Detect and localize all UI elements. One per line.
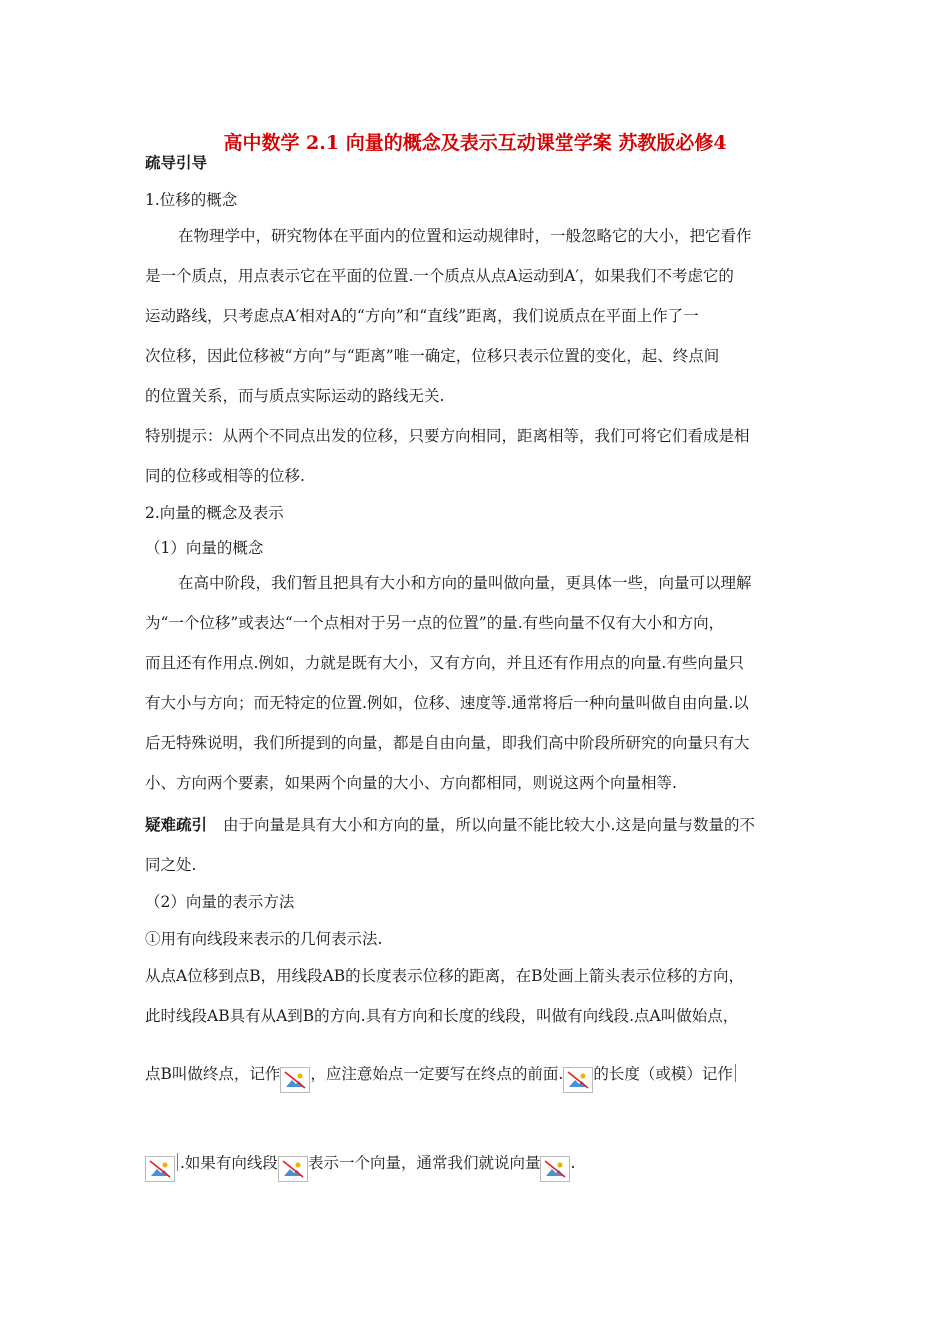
section-1-heading: 1.位移的概念	[145, 191, 238, 209]
section-heading-guide: 疏导引导	[145, 154, 208, 172]
paragraph-line: 此时线段AB具有从A到B的方向.具有方向和长度的线段，叫做有向线段.点A叫做始点，	[145, 1007, 739, 1025]
paragraph-line: 后无特殊说明，我们所提到的向量，都是自由向量，即我们高中阶段所研究的向量只有大	[145, 734, 750, 752]
difficulty-line	[145, 815, 755, 835]
paragraph-line: 是一个质点，用点表示它在平面的位置.一个质点从点A运动到A′，如果我们不考虑它的	[145, 267, 734, 285]
paragraph-line: 次位移，因此位移被“方向”与“距离”唯一确定，位移只表示位置的变化，起、终点间	[145, 347, 720, 365]
abs-bar	[177, 1153, 178, 1171]
difficulty-label: 疑难疏引	[145, 816, 208, 834]
broken-image-icon	[145, 1156, 175, 1182]
paragraph-line: 在高中阶段，我们暂且把具有大小和方向的量叫做向量，更具体一些，向量可以理解	[178, 574, 752, 592]
paragraph-line: 有大小与方向；而无特定的位置.例如，位移、速度等.通常将后一种向量叫做自由向量.以	[145, 694, 749, 712]
difficulty-line: 同之处.	[145, 856, 197, 874]
note-line: 同的位移或相等的位移.	[145, 467, 305, 485]
subsection-heading: （1）向量的概念	[145, 539, 264, 557]
paragraph-line: 小、方向两个要素，如果两个向量的大小、方向都相同，则说这两个向量相等.	[145, 774, 677, 792]
subsection-heading: （2）向量的表示方法	[145, 893, 295, 911]
method-line: ①用有向线段来表示的几何表示法.	[145, 930, 383, 948]
paragraph-line-with-images: 点B叫做终点，记作 ，应注意始点一定要写在终点的前面. 的长度（或模）记作	[145, 1064, 738, 1093]
paragraph-line: 的位置关系，而与质点实际运动的路线无关.	[145, 387, 445, 405]
broken-image-icon	[278, 1156, 308, 1182]
broken-image-icon	[280, 1067, 310, 1093]
paragraph-line: 运动路线，只考虑点A′相对A的“方向”和“直线”距离，我们说质点在平面上作了一	[145, 307, 699, 325]
paragraph-line-with-images: .如果有向线段 表示一个向量，通常我们就说向量 .	[145, 1153, 575, 1182]
broken-image-icon	[563, 1067, 593, 1093]
paragraph-line: 而且还有作用点.例如，力就是既有大小，又有方向，并且还有作用点的向量.有些向量只	[145, 654, 744, 672]
paragraph-line: 在物理学中，研究物体在平面内的位置和运动规律时，一般忽略它的大小，把它看作	[178, 227, 752, 245]
document-title: 高中数学 2.1 向量的概念及表示互动课堂学案 苏教版必修4	[223, 132, 727, 154]
difficulty-text: 由于向量是具有大小和方向的量，所以向量不能比较大小.这是向量与数量的不	[223, 816, 755, 834]
paragraph-line: 从点A位移到点B，用线段AB的长度表示位移的距离，在B处画上箭头表示位移的方向，	[145, 967, 745, 985]
note-line: 特别提示：从两个不同点出发的位移，只要方向相同，距离相等，我们可将它们看成是相	[145, 427, 750, 445]
section-2-heading: 2.向量的概念及表示	[145, 504, 284, 522]
paragraph-line: 为“一个位移”或表达“一个点相对于另一点的位置”的量.有些向量不仅有大小和方向，	[145, 614, 725, 632]
abs-bar	[735, 1064, 736, 1082]
broken-image-icon	[540, 1156, 570, 1182]
